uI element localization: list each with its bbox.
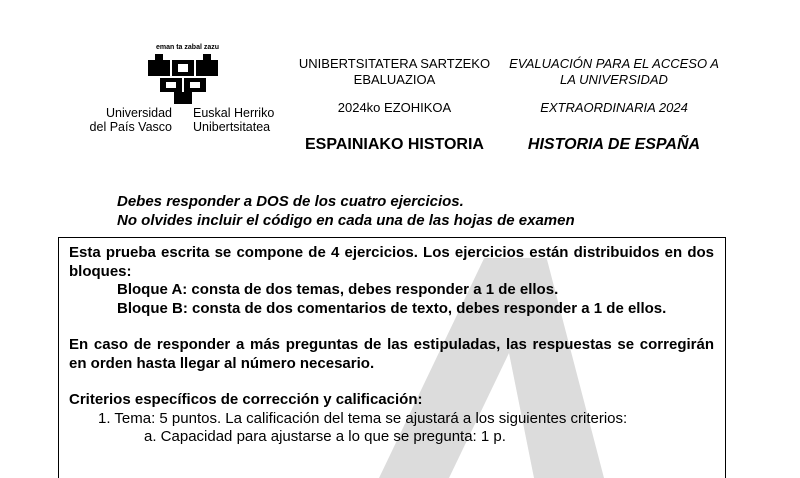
criteria-subitem: a. Capacidad para ajustarse a lo que se pregunta: 1 p.	[144, 428, 506, 445]
criteria-title: Criterios específicos de corrección y calificación:	[69, 391, 423, 408]
header-spanish	[505, 56, 723, 115]
exam-instructions	[117, 192, 575, 230]
exam-title-es: EVALUACIÓN PARA EL ACCESO A LA UNIVERSIDAD	[509, 56, 719, 87]
criteria-item: 1. Tema: 5 puntos. La calificación del tema se ajustará a los siguientes criterios:	[98, 409, 628, 427]
university-logo	[78, 44, 288, 134]
block-a-description: Bloque A: consta de dos temas, debes responder a 1 de ellos.	[117, 281, 559, 298]
university-name-es: Universidad del País Vasco	[89, 106, 172, 134]
exam-rules-box	[58, 237, 726, 478]
block-b-description: Bloque B: consta de dos comentarios de texto, debes responder a 1 de ellos.	[117, 299, 667, 317]
instruction-line: Debes responder a DOS de los cuatro ejercicios.	[117, 193, 464, 210]
logo-motto: eman ta zabal zazu	[156, 44, 220, 51]
subject-title-eu: ESPAINIAKO HISTORIA	[305, 136, 484, 153]
upv-ehu-emblem-icon	[148, 54, 218, 104]
exam-session-eu: 2024ko EZOHIKOA	[337, 100, 452, 115]
exam-intro: Esta prueba escrita se compone de 4 ejercicios. Los ejercicios están distribuidos en dos bloques:	[69, 244, 714, 280]
exam-rules-content	[69, 244, 714, 447]
exam-session-es: EXTRAORDINARIA 2024	[540, 100, 688, 115]
university-name-eu: Euskal Herriko Unibertsitatea	[193, 106, 275, 134]
instruction-line: No olvides incluir el código en cada una de las hojas de examen	[117, 212, 575, 229]
subject-title-es: HISTORIA DE ESPAÑA	[527, 136, 701, 153]
extra-answers-note: En caso de responder a más preguntas de las estipuladas, las respuestas se corregirán en orden hasta llegar al número necesario.	[69, 336, 714, 372]
exam-title-eu: UNIBERTSITATERA SARTZEKO EBALUAZIOA	[298, 56, 491, 87]
header-basque	[292, 56, 497, 115]
